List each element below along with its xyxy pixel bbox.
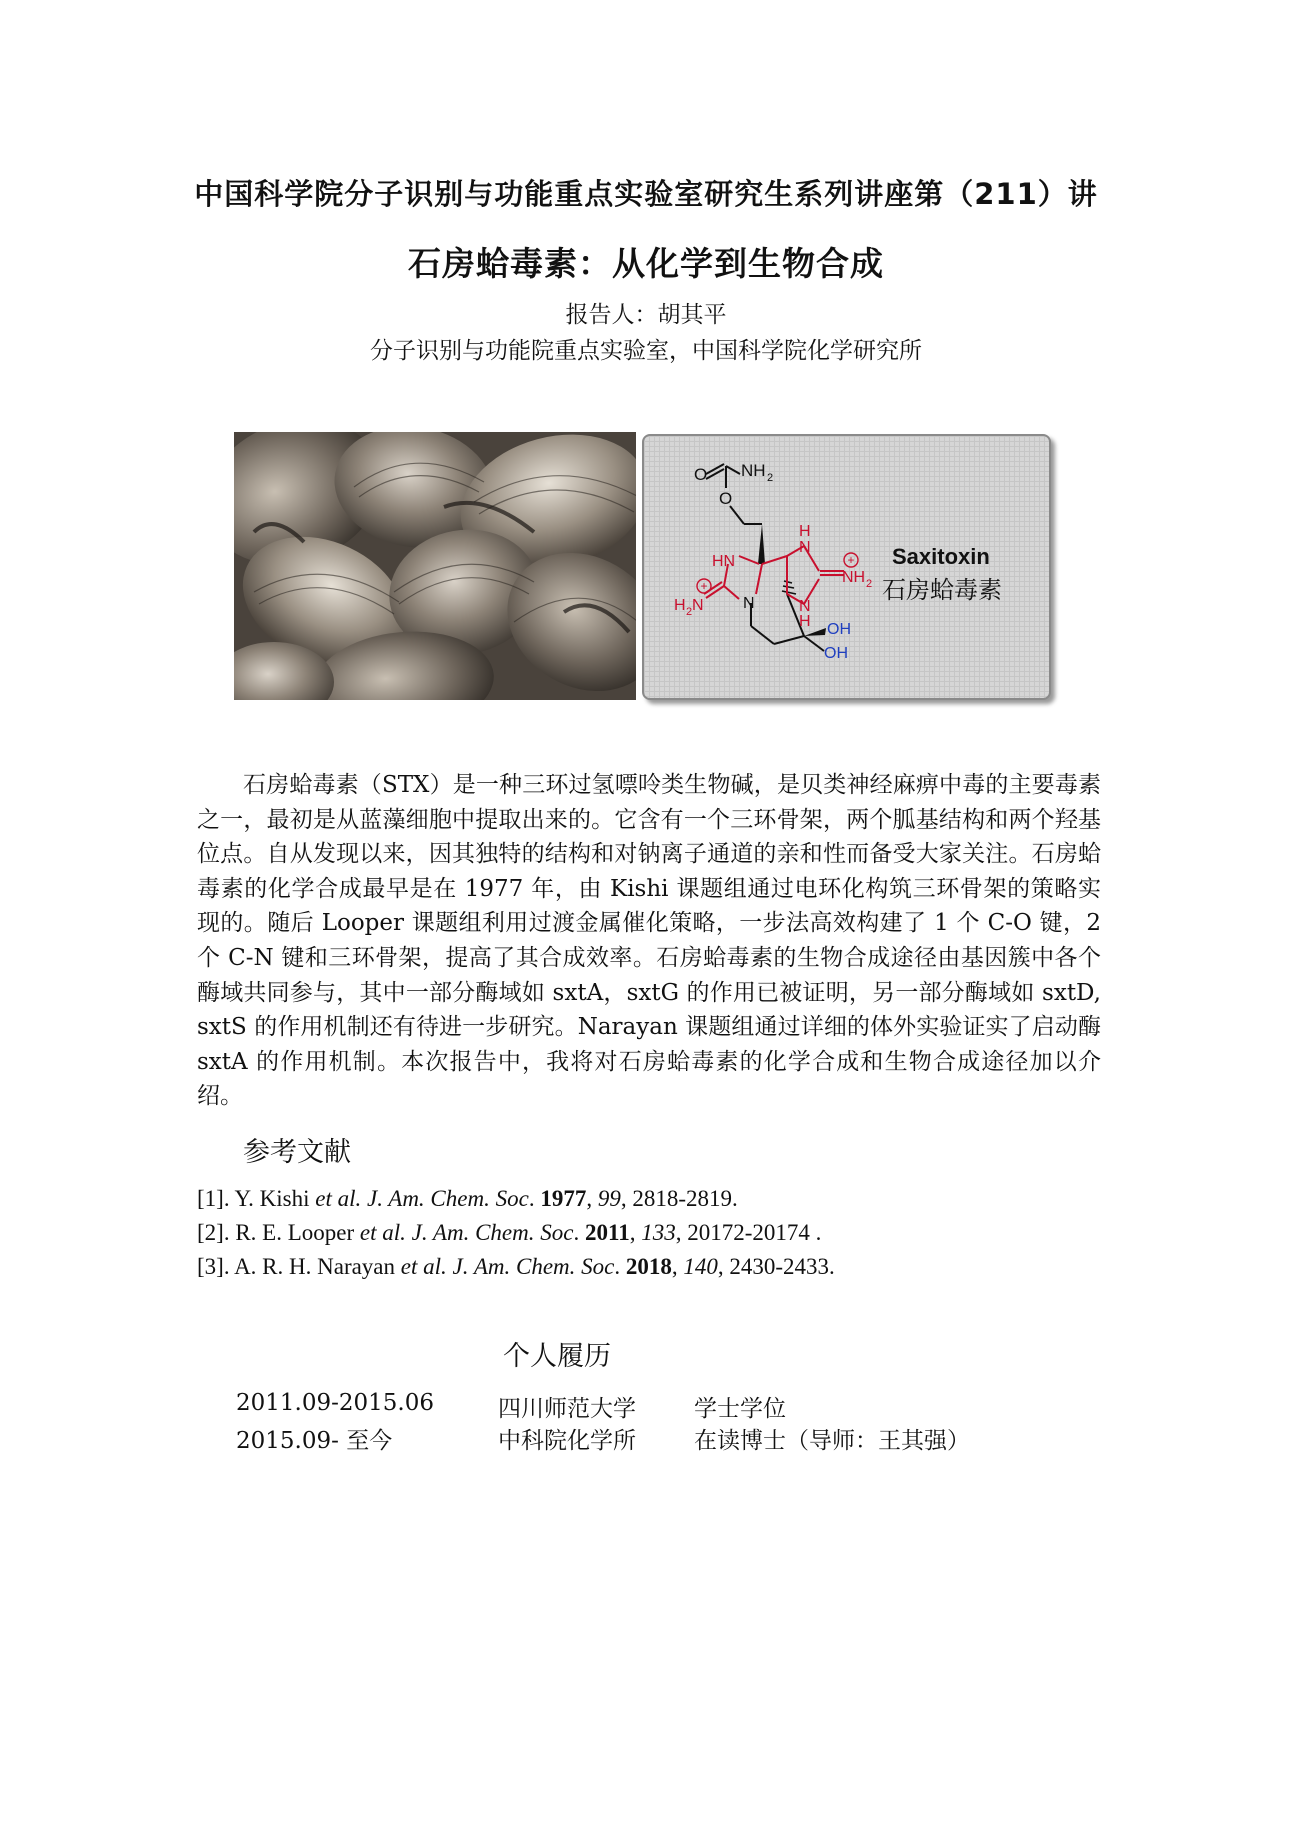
clam-photo-drawing: [234, 432, 636, 700]
saxitoxin-structure-panel: [642, 434, 1051, 700]
reference-1: [1]. Y. Kishi et al. J. Am. Chem. Soc. 1977, 99, 2818-2819.: [197, 1186, 738, 1211]
charge-plus-right: +: [847, 553, 855, 567]
cv-row-1-institution: 四川师范大学: [498, 1396, 636, 1422]
atom-h-top: H: [799, 523, 811, 540]
atom-nh2-right: NH: [842, 569, 866, 586]
speaker-line: 报告人：胡其平: [565, 302, 727, 328]
abstract-paragraph: 石房蛤毒素（STX）是一种三环过氢嘌呤类生物碱，是贝类神经麻痹中毒的主要毒素之一，最初是从蓝藻细胞中提取出来的。它含有一个三环骨架，两个胍基结构和两个羟基位点。自从发现以来，因其独特的结构和对钠离子通道的亲和性而备受大家关注。石房蛤毒素的化学合成最早是在 1977 年，由 Kishi 课题组通过电环化构筑三环骨架的策略实现的。随后 Looper 课题组利用过渡金属催化策略，一步法高效构建了 1 个 C-O 键，2 个 C-N 键和三环骨架，提高了其合成效率。石房蛤毒素的生物合成途径由基因簇中各个酶域共同参与，其中一部分酶域如 sxtA，sxtG 的作用已被证明，另一部分酶域如 sxtD, sxtS 的作用机制还有待进一步研究。Narayan 课题组通过详细的体外实验证实了启动酶 sxtA 的作用机制。本次报告中，我将对石房蛤毒素的化学合成和生物合成途径加以介绍。: [197, 772, 1101, 1110]
atom-o-ester: O: [719, 489, 733, 508]
cv-row-1-period: 2011.09-2015.06: [236, 1390, 434, 1416]
clam-photo: [234, 432, 636, 700]
atom-nh2-top-sub: 2: [767, 472, 774, 484]
cv-row-2-degree: 在读博士（导师：王其强）: [694, 1428, 970, 1454]
cv-heading: 个人履历: [503, 1341, 611, 1372]
atom-h2n-sub: 2: [686, 606, 693, 618]
reference-3: [3]. A. R. H. Narayan et al. J. Am. Chem. Soc. 2018, 140, 2430-2433.: [197, 1254, 835, 1279]
atom-o-carbonyl: O: [694, 465, 708, 484]
structure-name-en: Saxitoxin: [892, 544, 990, 569]
abstract: [197, 768, 1101, 1114]
atom-hn-left: HN: [712, 553, 736, 570]
atom-nh2-right-sub: 2: [866, 578, 873, 590]
atom-h2n-n: N: [692, 597, 704, 614]
atom-n-top: N: [799, 539, 811, 556]
affiliation-line: 分子识别与功能院重点实验室，中国科学院化学研究所: [370, 338, 922, 364]
references-heading: 参考文献: [243, 1137, 351, 1168]
cv-row-2-institution: 中科院化学所: [498, 1428, 636, 1454]
series-title: 中国科学院分子识别与功能重点实验室研究生系列讲座第（211）讲: [194, 177, 1098, 211]
charge-plus-left: +: [700, 579, 708, 593]
cv-row-1-degree: 学士学位: [694, 1396, 786, 1422]
reference-2: [2]. R. E. Looper et al. J. Am. Chem. Soc. 2011, 133, 20172-20174 .: [197, 1220, 822, 1245]
atom-n-bottom: N: [799, 598, 811, 615]
atom-h-bottom: H: [799, 613, 811, 630]
page-title: 石房蛤毒素：从化学到生物合成: [408, 244, 884, 283]
atom-oh-2: OH: [824, 645, 848, 662]
cv-row-2-period: 2015.09- 至今: [236, 1428, 393, 1454]
atom-h2n-h: H: [674, 597, 686, 614]
atom-oh-1: OH: [827, 621, 851, 638]
atom-nh2-top: NH: [741, 461, 766, 480]
atom-n-center: N: [743, 595, 755, 612]
saxitoxin-structure: [644, 436, 1049, 698]
structure-name-cn: 石房蛤毒素: [882, 576, 1002, 604]
